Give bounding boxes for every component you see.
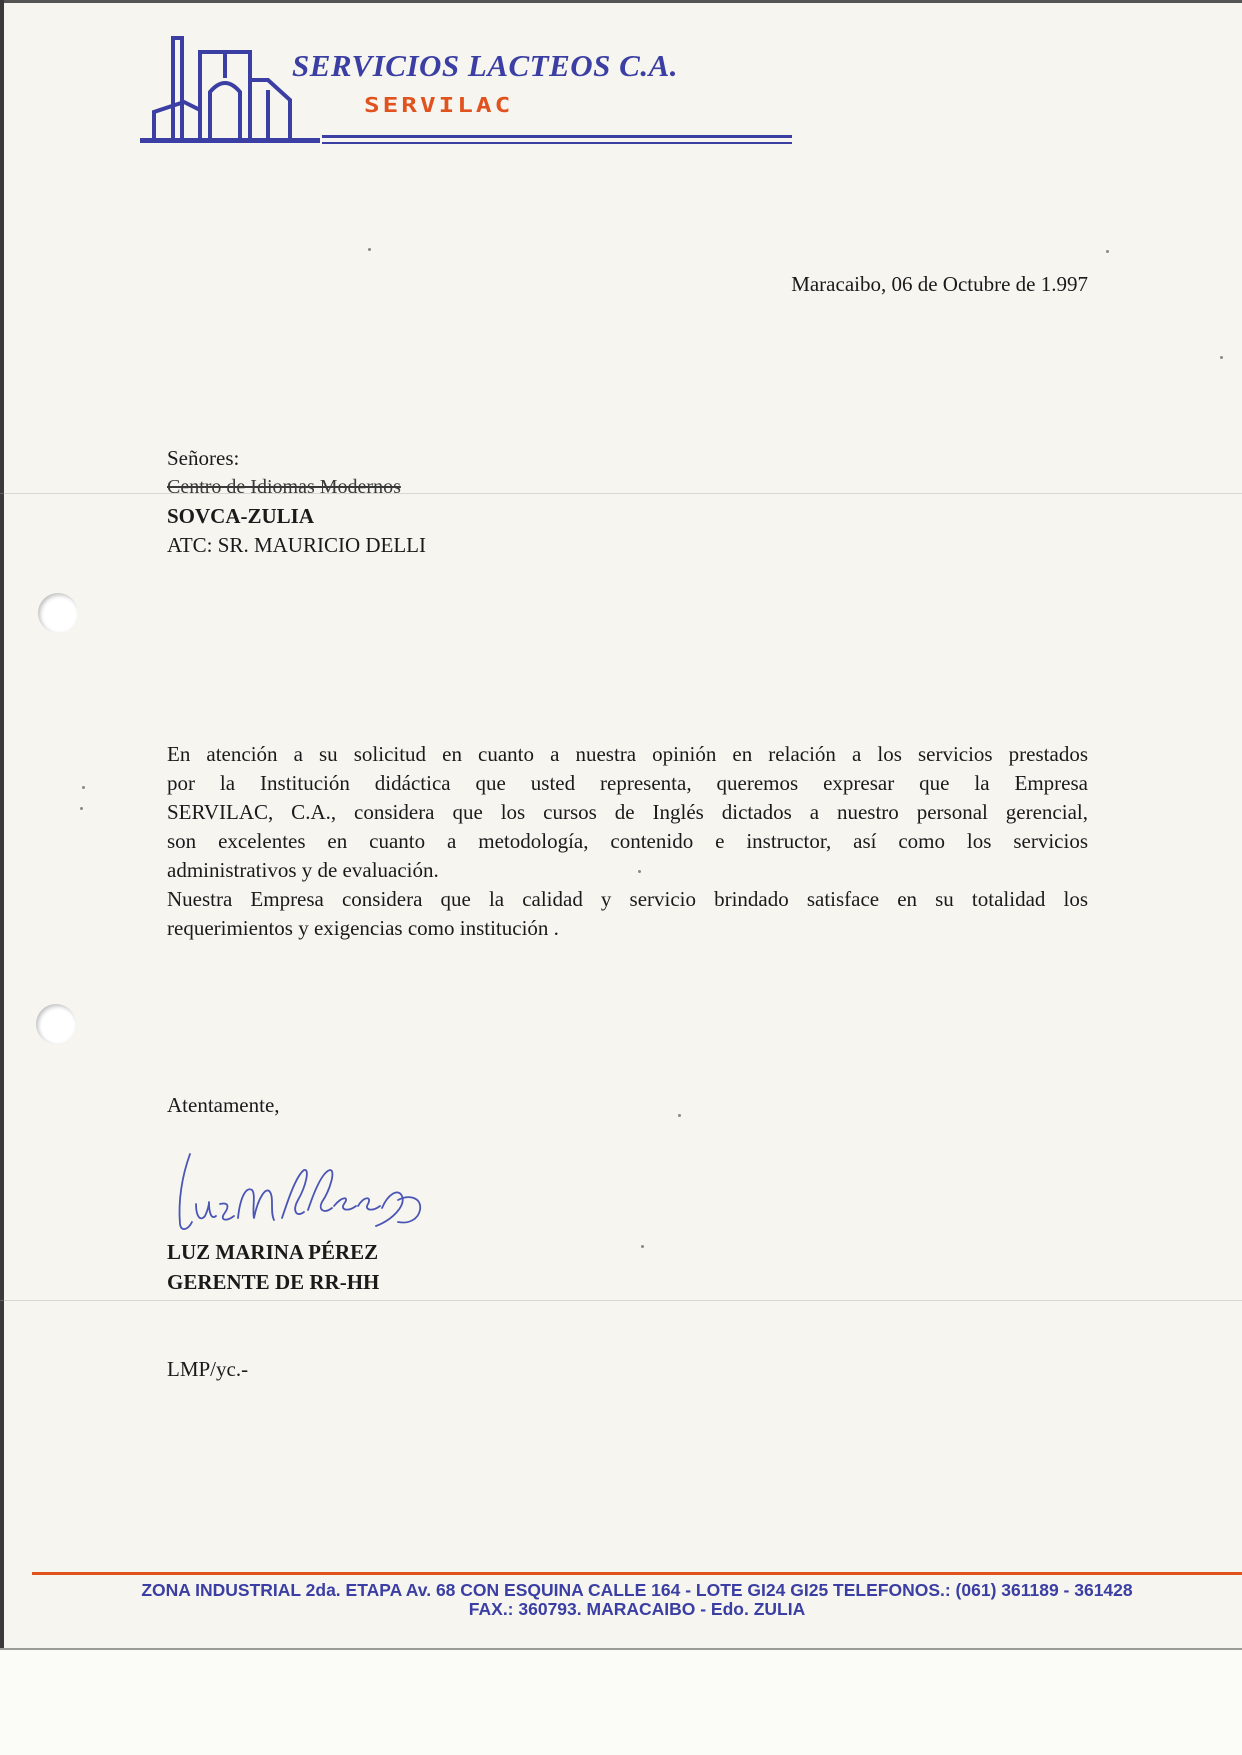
footer-rule (32, 1572, 1242, 1575)
signer-title: GERENTE DE RR-HH (167, 1270, 380, 1294)
brand-name: SERVILAC (364, 94, 514, 118)
salutation: Señores: (167, 446, 240, 470)
fold-line (0, 1300, 1242, 1301)
body-line: administrativos y de evaluación. (167, 858, 439, 882)
header-rule (322, 142, 792, 144)
scan-speck (1106, 250, 1109, 253)
scan-speck (82, 786, 85, 789)
body-line: En atención a su solicitud en cuanto a nuestra opinión en relación a los servicios prestados (167, 742, 1088, 766)
handwritten-signature-icon (172, 1146, 442, 1246)
punch-hole (36, 1004, 76, 1044)
body-line: son excelentes en cuanto a metodología, contenido e instructor, así como los servicios (167, 829, 1088, 853)
footer-address: ZONA INDUSTRIAL 2da. ETAPA Av. 68 CON ESQUINA CALLE 164 - LOTE GI24 GI25 TELEFONOS.: (061) 361189 - 361428 (141, 1580, 1133, 1600)
scan-speck (641, 1245, 644, 1248)
company-name: SERVICIOS LACTEOS C.A. (292, 48, 679, 83)
body-line: requerimientos y exigencias como institución . (167, 916, 559, 940)
recipient-attention: ATC: SR. MAURICIO DELLI (167, 533, 427, 557)
signer-name: LUZ MARINA PÉREZ (167, 1240, 379, 1264)
scan-speck (1220, 356, 1223, 359)
scan-speck (638, 870, 641, 873)
header-rule (322, 135, 792, 138)
scan-left-edge (0, 0, 4, 1650)
body-line: por la Institución didáctica que usted representa, queremos expresar que la Empresa (167, 771, 1088, 795)
body-line: Nuestra Empresa considera que la calidad y servicio brindado satisface en su totalidad los (167, 887, 1088, 911)
letter-date: Maracaibo, 06 de Octubre de 1.997 (791, 272, 1088, 296)
reference-initials: LMP/yc.- (167, 1357, 249, 1381)
paper-bottom-edge (0, 1648, 1242, 1650)
footer-fax: FAX.: 360793. MARACAIBO - Edo. ZULIA (468, 1599, 806, 1619)
recipient-organization: SOVCA-ZULIA (167, 504, 315, 528)
scan-speck (80, 807, 83, 810)
scan-speck (368, 248, 371, 251)
scan-speck (678, 1114, 681, 1117)
body-line: SERVILAC, C.A., considera que los cursos de Inglés dictados a nuestro personal gerencial, (167, 800, 1088, 824)
scan-top-edge (0, 0, 1242, 3)
closing: Atentamente, (167, 1093, 280, 1117)
punch-hole (38, 593, 78, 633)
struck-recipient-line: Centro de Idiomas Modernos (167, 476, 401, 498)
